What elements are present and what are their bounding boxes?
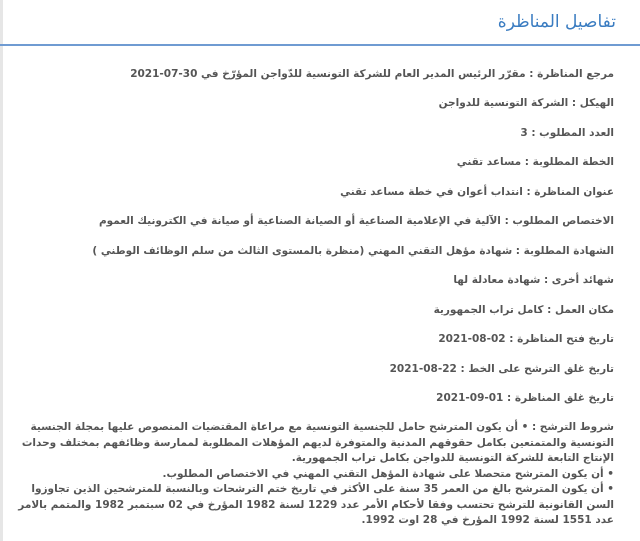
application-conditions <box>14 420 614 529</box>
detail-reference: مرجع المناظرة : مقرّر الرئيس المدير العام للشركة التونسية للدّواجن المؤرّخ في 30-07-2021 <box>130 68 614 80</box>
detail-required-count: العدد المطلوب : 3 <box>520 127 614 139</box>
detail-workplace: مكان العمل : كامل تراب الجمهورية <box>433 304 614 316</box>
detail-degree: الشهادة المطلوبة : شهادة مؤهل التقني المهني (منظرة بالمستوى الثالث من سلم الوظائف الوطني ) <box>92 245 614 257</box>
condition-nationality: شروط الترشح : • أن يكون المترشح حامل للجنسية التونسية مع مراعاة المقتضيات المنصوص عليها بمجلة الجنسية التونسية والمتمتعين بكامل حقوقهم المدنية والمتوفرة لديهم المؤهلات المطلوبة لممارسة وظائفهم بمختلف وحدات الإنتاج التابعة للشركة التونسية للدواجن بكامل تراب الجمهورية. <box>21 421 614 464</box>
left-border <box>0 0 3 541</box>
detail-open-date: تاريخ فتح المناظرة : 02-08-2021 <box>438 333 614 345</box>
detail-online-close-date: تاريخ غلق الترشح على الخط : 22-08-2021 <box>389 363 614 375</box>
detail-position: الخطة المطلوبة : مساعد تقني <box>456 156 614 168</box>
condition-age: • أن يكون المترشح بالغ من العمر 35 سنة على الأكثر في تاريخ ختم الترشحات وبالنسبة للمترشحين الذين تجاوزوا السن القانونية للترشح تحتسب وفقا لأحكام الأمر عدد 1229 لسنة 1982 المؤرخ في 02 سبتمبر 1982 والمتمم بالامر عدد 1551 لسنة 1992 المؤرخ في 28 اوت 1992. <box>18 483 614 526</box>
detail-structure: الهيكل : الشركة التونسية للدواجن <box>438 97 614 109</box>
condition-degree: • أن يكون المترشح متحصلا على شهادة المؤهل التقني المهني في الاختصاص المطلوب. <box>162 467 614 480</box>
detail-title: عنوان المناظرة : انتداب أعوان في خطة مساعد تقني <box>340 186 614 198</box>
detail-other-degrees: شهائد أخرى : شهادة معادلة لها <box>453 274 614 286</box>
page-title: تفاصيل المناظرة <box>497 12 616 32</box>
page-header <box>0 0 640 46</box>
detail-specialty: الاختصاص المطلوب : الآلية في الإعلامية الصناعية أو الصيانة الصناعية أو صيانة في الكترونيك العموم <box>98 215 614 227</box>
detail-close-date: تاريخ غلق المناظرة : 01-09-2021 <box>436 392 614 404</box>
